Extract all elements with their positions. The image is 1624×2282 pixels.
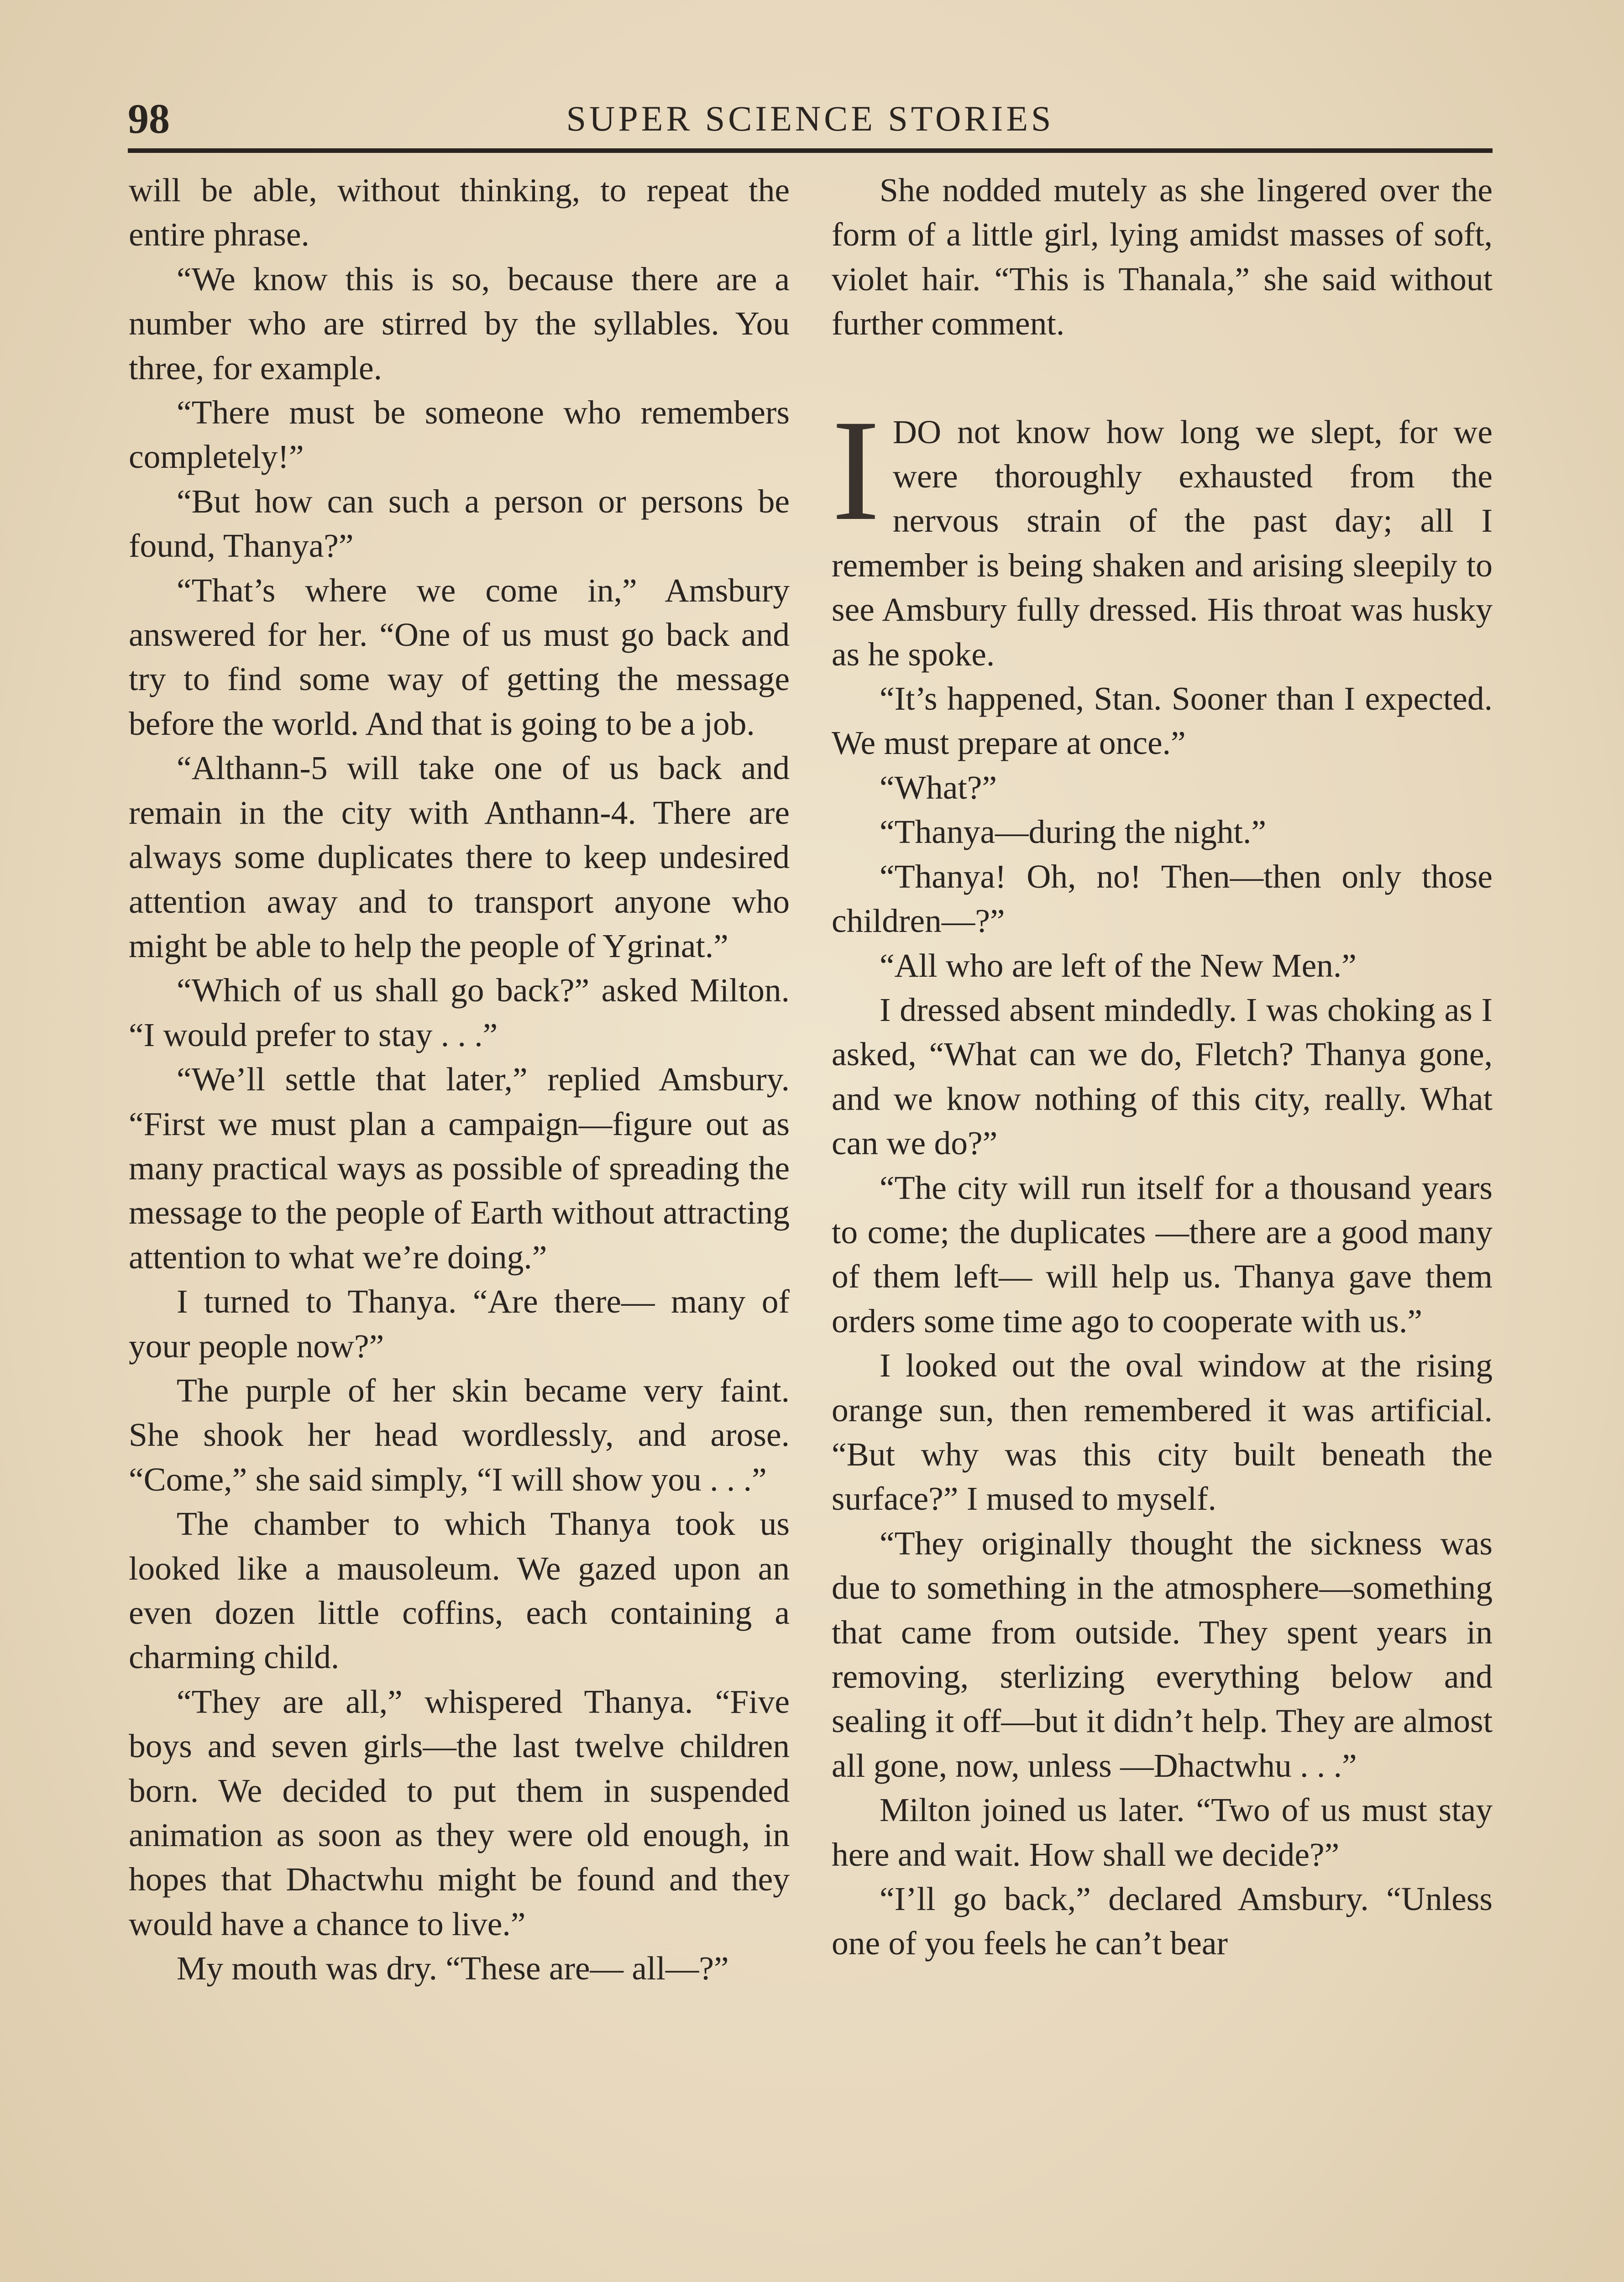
paragraph: Milton joined us later. “Two of us must stay here and wait. How shall we decide?” xyxy=(832,1791,1493,1873)
right-column xyxy=(832,168,1493,1966)
paragraph: “They originally thought the sickness was due to something in the atmosphere—something that came from outside. They spent years in removing, sterlizing everything below and sealing it off—but it didn’t help. They are almost all gone, now, unless —Dhactwhu . . .” xyxy=(832,1524,1493,1784)
paragraph: “Thanya—during the night.” xyxy=(880,813,1267,851)
paragraph: “I’ll go back,” declared Amsbury. “Unless one of you feels he can’t bear xyxy=(832,1880,1493,1962)
paragraph: She nodded mutely as she lingered over the form of a little girl, lying amidst masses of soft, violet hair. “This is Thanala,” she said without further comment. xyxy=(832,172,1493,342)
paragraph: “Which of us shall go back?” asked Milton. “I would prefer to stay . . .” xyxy=(129,972,790,1053)
paragraph: “The city will run itself for a thousand years to come; the duplicates —there are a good many of them left— will help us. Thanya gave them orders some time ago to cooperate with us.” xyxy=(832,1169,1493,1340)
paragraph: “Thanya! Oh, no! Then—then only those children—?” xyxy=(832,858,1493,940)
paragraph: The chamber to which Thanya took us looked like a mausoleum. We gazed upon an even dozen little coffins, each containing a charming child. xyxy=(129,1505,790,1676)
paragraph: “We’ll settle that later,” replied Amsbury. “First we must plan a campaign—figure out as many practical ways as possible of spreading the message to the people of Earth without attracting attention to what we’re doing.” xyxy=(129,1061,790,1276)
paragraph: I looked out the oval window at the rising orange sun, then remembered it was artificial. “But why was this city built beneath the surface?” I mused to myself. xyxy=(832,1347,1493,1518)
dropcap-paragraph xyxy=(832,389,1493,676)
paragraph: “That’s where we come in,” Amsbury answered for her. “One of us must go back and try to find some way of getting the message before the world. And that is going to be a job. xyxy=(129,571,790,742)
left-column xyxy=(129,168,790,1991)
paragraph: “But how can such a person or persons be found, Thanya?” xyxy=(129,482,790,565)
paragraph: My mouth was dry. “These are— all—?” xyxy=(177,1950,729,1987)
paragraph: “It’s happened, Stan. Sooner than I expected. We must prepare at once.” xyxy=(832,680,1493,762)
paragraph: “We know this is so, because there are a number who are stirred by the syllables. You three, for example. xyxy=(129,260,790,387)
page-header xyxy=(128,91,1493,155)
paragraph: “What?” xyxy=(880,769,997,806)
paragraph: “There must be someone who remembers completely!” xyxy=(129,394,790,476)
paragraph: will be able, without thinking, to repeat the entire phrase. xyxy=(129,172,790,253)
page-number: 98 xyxy=(128,95,170,142)
paragraph: I turned to Thanya. “Are there— many of your people now?” xyxy=(129,1283,790,1365)
paragraph: I dressed absent mindedly. I was choking as I asked, “What can we do, Fletch? Thanya gone, and we know nothing of this city, really. What can we do?” xyxy=(832,991,1493,1162)
paragraph: “All who are left of the New Men.” xyxy=(880,947,1357,984)
running-head: SUPER SCIENCE STORIES xyxy=(566,99,1054,138)
dropcap-letter: I xyxy=(832,389,880,550)
paragraph: The purple of her skin became very faint. She shook her head wordlessly, and arose. “Come,” she said simply, “I will show you . . .” xyxy=(129,1371,790,1498)
paragraph: “Althann-5 will take one of us back and remain in the city with Anthann-4. There are always some duplicates there to keep undesired attention away and to transport anyone who might be able to help the people of Ygrinat.” xyxy=(129,749,790,964)
section-break xyxy=(832,346,1493,410)
paragraph: “They are all,” whispered Thanya. “Five boys and seven girls—the last twelve children born. We decided to put them in suspended animation as soon as they were old enough, in hopes that Dhactwhu might be found and they would have a chance to live.” xyxy=(129,1683,790,1942)
dropcap-paragraph-text: DO not know how long we slept, for we were thoroughly exhausted from the nervous strain of the past day; all I remember is being shaken and arising sleepily to see Amsbury fully dressed. His throat was husky as he spoke. xyxy=(832,413,1493,673)
header-rule xyxy=(128,148,1493,153)
